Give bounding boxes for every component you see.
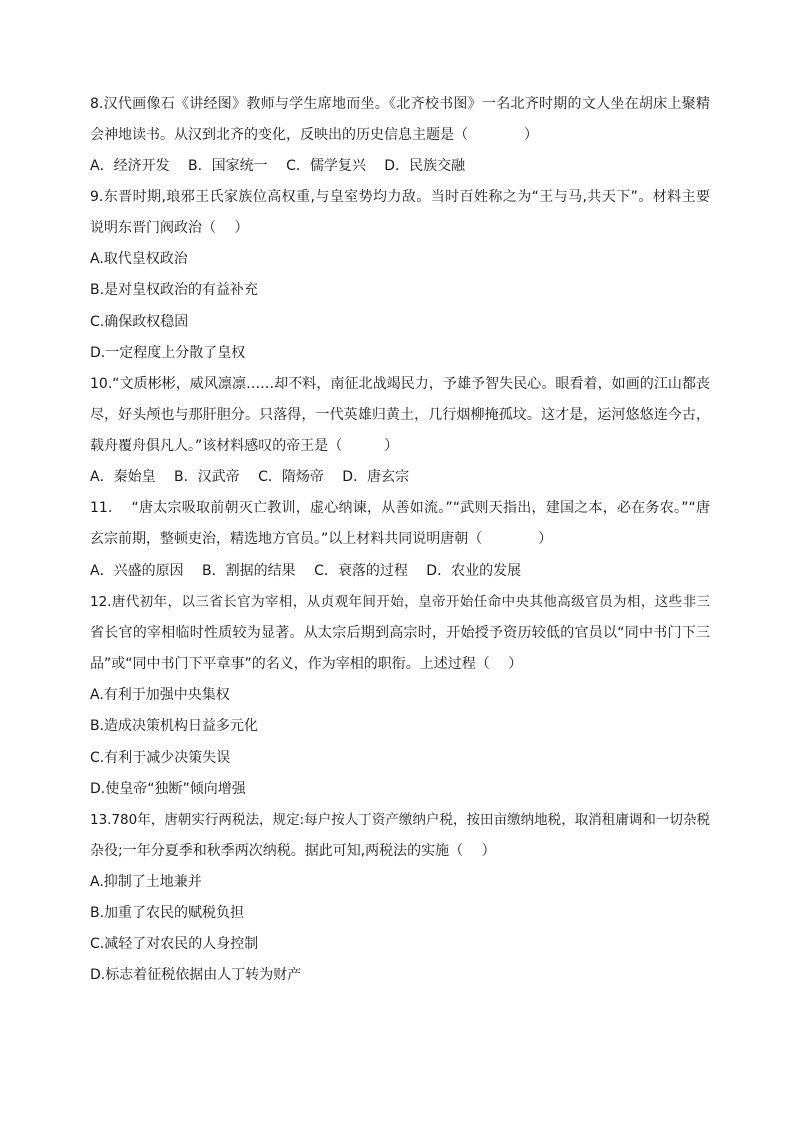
option-b: B.造成决策机构日益多元化 — [90, 718, 259, 734]
option-c: C.有利于减少决策失误 — [90, 750, 231, 766]
options-line: A．兴盛的原因 B．割据的结果 C．衰落的过程 D．农业的发展 — [90, 563, 522, 579]
option-b: B.加重了农民的赋税负担 — [90, 905, 245, 921]
question-stem-line: 说明东晋门阀政治（ ） — [90, 220, 249, 236]
question-stem-line: 省长官的宰相临时性质较为显著。从太宗后期到高宗时，开始授予资历较低的官员以“同中书门下三 — [90, 625, 710, 641]
option-c: C.确保政权稳固 — [90, 314, 189, 330]
question-stem-line: 8.汉代画像石《讲经图》教师与学生席地而坐。《北齐校书图》一名北齐时期的文人坐在胡床上聚精 — [90, 96, 710, 112]
options-line: A．秦始皇 B．汉武帝 C．隋炀帝 D．唐玄宗 — [90, 469, 410, 485]
option-b: B.是对皇权政治的有益补充 — [90, 282, 259, 298]
option-d: D.一定程度上分散了皇权 — [90, 345, 246, 361]
question-stem-line: 载舟覆舟俱凡人。”该材料感叹的帝王是（ ） — [90, 438, 399, 454]
question-stem-line: 9.东晋时期,琅邪王氏家族位高权重,与皇室势均力敌。当时百姓称之为“王与马,共天下”。材料主要 — [90, 189, 710, 205]
option-d: D.使皇帝“独断”倾向增强 — [90, 781, 246, 797]
option-a: A.有利于加强中央集权 — [90, 687, 230, 703]
question-stem-line: 10.“文质彬彬，威风凛凛……却不料，南征北战竭民力，予雄予智失民心。眼看着，如画的江山都丧 — [90, 376, 710, 392]
question-stem-line: 13.780年，唐朝实行两税法，规定:每户按人丁资产缴纳户税，按田亩缴纳地税，取消租庸调和一切杂税 — [90, 812, 710, 828]
question-stem-line: 杂役;一年分夏季和秋季两次纳税。据此可知,两税法的实施（ ） — [90, 843, 496, 859]
question-stem-line: 会神地读书。从汉到北齐的变化，反映出的历史信息主题是（ ） — [90, 127, 538, 143]
option-a: A.抑制了土地兼并 — [90, 874, 202, 890]
question-stem-line: 玄宗前期，整顿吏治，精选地方官员。”以上材料共同说明唐朝（ ） — [90, 531, 553, 547]
question-stem-line: 11. “唐太宗吸取前朝灭亡教训，虚心纳谏，从善如流。”“武则天指出，建国之本，必在务农。”“唐 — [90, 500, 710, 516]
options-line: A．经济开发 B．国家统一 C．儒学复兴 D．民族交融 — [90, 158, 466, 174]
question-stem-line: 12.唐代初年，以三省长官为宰相，从贞观年间开始，皇帝开始任命中央其他高级官员为相，这些非三 — [90, 594, 710, 610]
question-stem-line: 尽，好头颅也与那肝胆分。只落得，一代英雄归黄土，几行烟柳掩孤坟。这才是，运河悠悠连今古， — [90, 407, 710, 423]
question-stem-line: 品”或“同中书门下平章事”的名义，作为宰相的职衔。上述过程（ ） — [90, 656, 523, 672]
option-d: D.标志着征税依据由人丁转为财产 — [90, 967, 302, 983]
option-c: C.减轻了对农民的人身控制 — [90, 936, 259, 952]
option-a: A.取代皇权政治 — [90, 251, 188, 267]
